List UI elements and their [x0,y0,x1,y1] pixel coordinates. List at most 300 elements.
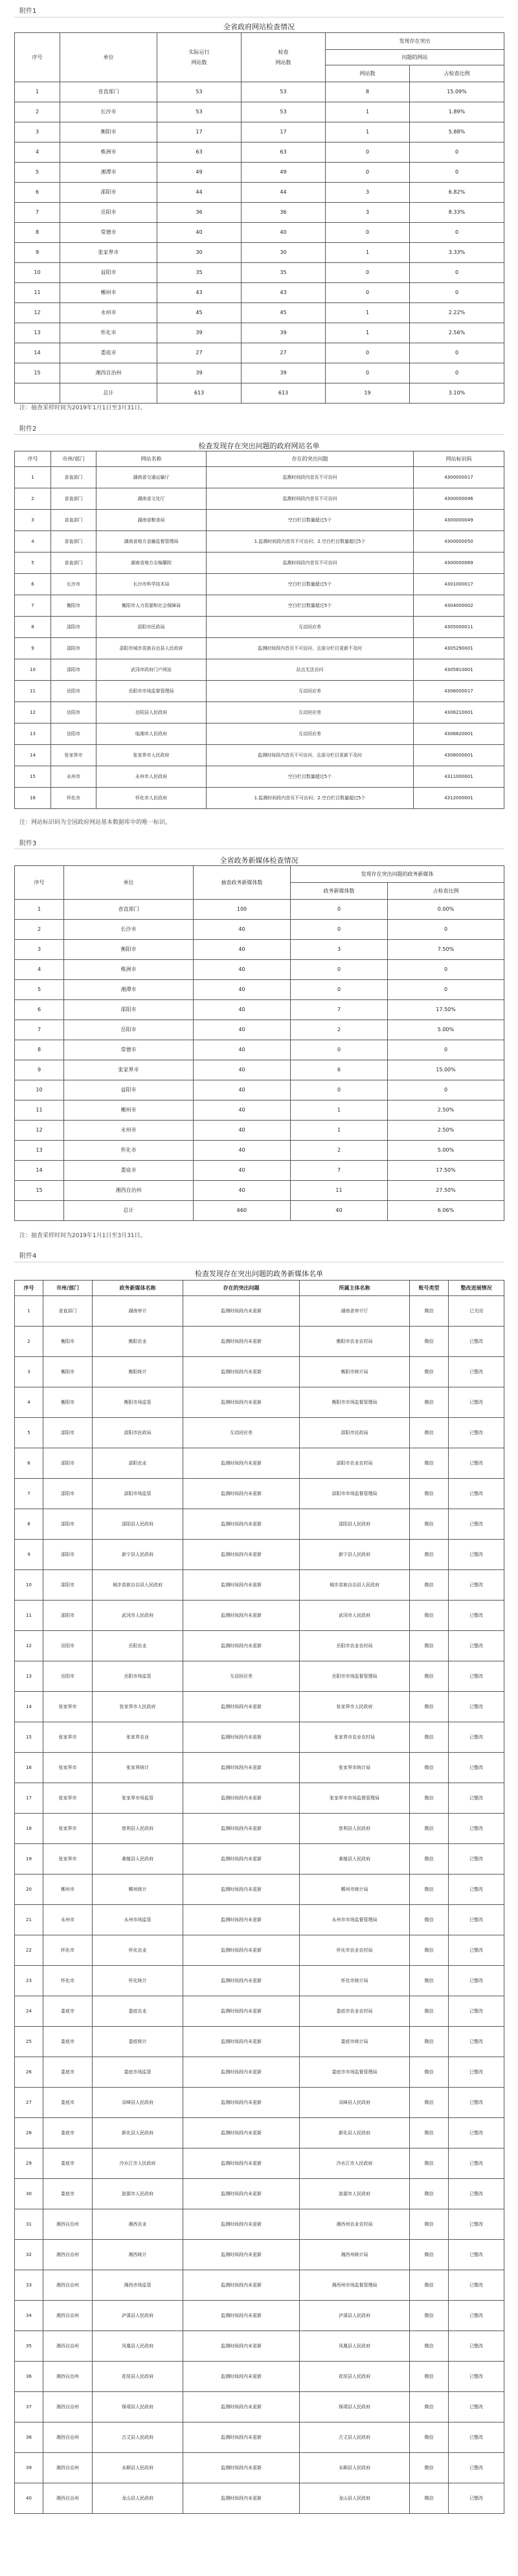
cell-no: 7 [15,1479,43,1509]
cell-unit: 永州市 [64,1121,194,1141]
cell-area: 张家界市 [43,1753,93,1783]
cell-owner: 湘西州市场监督管理局 [300,2270,410,2301]
table-row [15,1479,504,1509]
table3-title: 全省政务新媒体检查情况 [220,856,298,865]
table4-title: 检查发现存在突出问题的政务新媒体名单 [195,1270,323,1278]
cell-account-name: 张家界市场监管 [93,1783,183,1814]
table-row [15,1844,504,1875]
cell-account-name: 娄底农业 [93,1996,183,2027]
table-row [15,553,504,574]
cell-issue: 监测时间段内未更新 [183,1448,300,1479]
cell-account-name: 桑植县人民政府 [93,1844,183,1875]
cell-site-name: 邵阳市城步苗族自治县人民政府 [96,638,207,659]
cell-site-name: 湖南省交通运输厅 [96,467,207,488]
cell-no: 4 [15,142,60,163]
cell-unit: 岳阳市 [64,1020,194,1040]
cell-status: 已整改 [449,1875,504,1905]
cell-checked: 39 [242,323,326,343]
cell-no: 5 [15,1418,43,1448]
cell-account-name: 郴州统计 [93,1875,183,1905]
cell-area: 长沙市 [51,574,96,595]
cell-area: 岳阳市 [43,1631,93,1661]
cell-issue: 监测时间段内未更新 [183,2027,300,2057]
cell-issue: 监测时间段内未更新 [183,1296,300,1327]
cell-type: 微信 [410,2362,449,2392]
cell-status: 已关闭 [449,1296,504,1327]
t3-h-ratio: 占检查比例 [388,883,504,900]
cell-total: 40 [194,1000,291,1020]
table-row [15,488,504,510]
cell-type: 微信 [410,1479,449,1509]
cell-no [15,1201,64,1221]
cell-count: 0 [291,980,388,1000]
cell-no: 25 [15,2027,43,2057]
cell-no: 9 [15,1060,64,1080]
cell-code: 4301000017 [414,574,504,595]
cell-ratio: 0 [388,1080,504,1100]
cell-account-name: 湘西市场监管 [93,2270,183,2301]
cell-code: 4306820001 [414,724,504,745]
cell-type: 微信 [410,2392,449,2422]
section-3-label: 附件3 [19,840,37,847]
cell-issue: 监测时间段内未更新 [183,2149,300,2179]
table-row [15,343,504,363]
cell-account-name: 湘西农业 [93,2209,183,2240]
t4-h-name: 政务新媒体名称 [93,1281,183,1296]
cell-no: 23 [15,1966,43,1996]
cell-area: 永州市 [43,1905,93,1935]
cell-count: 0 [291,960,388,980]
cell-checked: 63 [242,142,326,163]
cell-running: 45 [157,303,242,323]
t4-h-issue: 存在的突出问题 [183,1281,300,1296]
cell-total: 100 [194,900,291,920]
cell-checked: 36 [242,203,326,223]
cell-type: 微信 [410,1418,449,1448]
cell-owner: 怀化市统计局 [300,1966,410,1996]
cell-area: 湘西自治州 [43,2362,93,2392]
table-row [15,323,504,343]
cell-account-name: 邵阳县人民政府 [93,1509,183,1540]
cell-unit: 湘潭市 [60,163,157,183]
cell-no: 19 [15,1844,43,1875]
cell-owner: 湘西州统计局 [300,2240,410,2270]
cell-site-name: 岳阳市市场监督管理局 [96,681,207,702]
table-row [15,243,504,263]
cell-no: 12 [15,1121,64,1141]
cell-ratio: 3.10% [410,383,504,404]
t1-h-count: 网站数 [326,65,410,82]
table-row [15,681,504,702]
table3 [14,865,504,1221]
table-row [15,183,504,203]
table-row [15,940,504,960]
cell-count: 3 [326,183,410,203]
cell-count: 1 [326,243,410,263]
cell-issue: 监测时间段内未更新 [183,1722,300,1753]
cell-site-name: 湖南省地方志编纂院 [96,553,207,574]
cell-no: 1 [15,1296,43,1327]
cell-owner: 武冈市人民政府 [300,1601,410,1631]
cell-area: 衡阳市 [51,595,96,617]
cell-issue: 互动回应差 [207,617,414,638]
cell-no: 5 [15,980,64,1000]
cell-no: 36 [15,2362,43,2392]
cell-running: 49 [157,163,242,183]
cell-account-name: 张家界市人民政府 [93,1692,183,1722]
t1-h-no: 序号 [15,33,60,82]
cell-no: 6 [15,574,51,595]
cell-owner: 郴州市统计局 [300,1875,410,1905]
table-row [15,2392,504,2422]
cell-ratio: 0 [388,1040,504,1060]
cell-issue: 监测时间段内未更新 [183,1479,300,1509]
table-row [15,2149,504,2179]
cell-total: 40 [194,1060,291,1080]
cell-issue: 1.监测时间段内首页不可访问；2.空白栏目数量超过5个 [207,788,414,809]
cell-owner: 衡阳市统计局 [300,1357,410,1387]
cell-type: 微信 [410,2209,449,2240]
table-row [15,2362,504,2392]
table-row [15,766,504,788]
cell-unit: 常德市 [60,223,157,243]
table3-note: 注：抽查采样时间为2019年1月1日至3月31日。 [19,1233,146,1239]
table4 [14,1280,504,2514]
cell-no: 8 [15,1040,64,1060]
cell-account-name: 岳阳市场监管 [93,1661,183,1692]
cell-type: 微信 [410,2301,449,2331]
cell-running: 35 [157,263,242,283]
t3-h-count: 政务新媒体数 [291,883,388,900]
cell-no: 5 [15,553,51,574]
table-row [15,2027,504,2057]
cell-owner: 娄底市农业农村局 [300,1996,410,2027]
cell-count: 0 [326,343,410,363]
table-row [15,1753,504,1783]
cell-count: 1 [326,122,410,142]
cell-unit: 张家界市 [60,243,157,263]
cell-area: 邵阳市 [43,1601,93,1631]
cell-checked: 49 [242,163,326,183]
cell-area: 衡阳市 [43,1357,93,1387]
table-row [15,1996,504,2027]
cell-running: 53 [157,102,242,122]
cell-account-name: 城步苗族自治县人民政府 [93,1570,183,1601]
cell-status: 已整改 [449,1448,504,1479]
cell-area: 湘西自治州 [43,2331,93,2362]
cell-status: 已整改 [449,1601,504,1631]
cell-status: 已整改 [449,2209,504,2240]
cell-total: 40 [194,1121,291,1141]
cell-no: 10 [15,659,51,681]
cell-issue: 监测时间段内首页不可访问 [207,553,414,574]
cell-area: 郴州市 [43,1875,93,1905]
cell-type: 微信 [410,1966,449,1996]
cell-issue: 监测时间段内未更新 [183,2453,300,2483]
cell-owner: 新宁县人民政府 [300,1540,410,1570]
cell-issue: 监测时间段内未更新 [183,1996,300,2027]
cell-no: 13 [15,724,51,745]
cell-issue: 监测时间段内未更新 [183,1844,300,1875]
cell-total: 40 [194,1080,291,1100]
table-row [15,142,504,163]
cell-area: 娄底市 [43,1996,93,2027]
cell-owner: 衡阳市市场监督管理局 [300,1387,410,1418]
cell-unit: 省直部门 [64,900,194,920]
cell-owner: 桑植县人民政府 [300,1844,410,1875]
cell-issue: 监测时间段内未更新 [183,1357,300,1387]
cell-area: 湘西自治州 [43,2483,93,2514]
cell-area: 娄底市 [43,2057,93,2088]
cell-unit: 湘西自治州 [64,1181,194,1201]
cell-count: 1 [326,102,410,122]
cell-no: 4 [15,960,64,980]
cell-type: 微信 [410,2331,449,2362]
cell-type: 微信 [410,1783,449,1814]
cell-no: 4 [15,531,51,553]
cell-status: 已整改 [449,2362,504,2392]
cell-unit: 总计 [60,383,157,404]
table-row [15,467,504,488]
cell-issue: 监测时间段内未更新 [183,1601,300,1631]
cell-account-name: 邵阳市民政局 [93,1418,183,1448]
cell-code: 4300000050 [414,531,504,553]
table-row [15,1387,504,1418]
cell-checked: 27 [242,343,326,363]
table-row [15,788,504,809]
cell-no [15,383,60,404]
cell-issue: 监测时间段内未更新 [183,1783,300,1814]
cell-area: 张家界市 [43,1783,93,1814]
cell-code: 4300000046 [414,488,504,510]
cell-account-name: 古丈县人民政府 [93,2422,183,2453]
table-row [15,702,504,724]
table-row [15,1327,504,1357]
cell-count: 0 [326,363,410,383]
table-row [15,2057,504,2088]
table-row [15,1966,504,1996]
cell-issue: 监测时间段内未更新 [183,1509,300,1540]
table-row [15,2240,504,2270]
cell-area: 衡阳市 [43,1387,93,1418]
table-row [15,82,504,102]
table-row [15,2088,504,2118]
cell-no: 14 [15,1161,64,1181]
table-row [15,1020,504,1040]
cell-type: 微信 [410,2027,449,2057]
cell-count: 0 [326,283,410,303]
cell-owner: 凤凰县人民政府 [300,2331,410,2362]
cell-type: 微信 [410,1357,449,1387]
cell-account-name: 新化县人民政府 [93,2118,183,2149]
cell-status: 已整改 [449,1327,504,1357]
cell-unit: 株洲市 [60,142,157,163]
cell-owner: 新化县人民政府 [300,2118,410,2149]
cell-issue: 监测时间段内未更新 [183,1387,300,1418]
cell-issue: 监测时间段内未更新 [183,1631,300,1661]
cell-status: 已整改 [449,2270,504,2301]
cell-total: 40 [194,960,291,980]
cell-area: 湘西自治州 [43,2422,93,2453]
cell-status: 已整改 [449,1418,504,1448]
cell-unit: 湘西自治州 [60,363,157,383]
table-row [15,2453,504,2483]
cell-no: 21 [15,1905,43,1935]
cell-no: 11 [15,1601,43,1631]
cell-unit: 长沙市 [64,920,194,940]
cell-status: 已整改 [449,1966,504,1996]
cell-issue: 监测时间段内未更新 [183,2422,300,2453]
t2-h-name: 网站名称 [96,451,207,467]
table-row [15,203,504,223]
cell-area: 邵阳市 [43,1418,93,1448]
cell-type: 微信 [410,2240,449,2270]
cell-running: 27 [157,343,242,363]
cell-area: 怀化市 [51,788,96,809]
cell-type: 微信 [410,1692,449,1722]
cell-count: 11 [291,1181,388,1201]
cell-no: 10 [15,1570,43,1601]
table-row [15,1692,504,1722]
cell-status: 已整改 [449,1996,504,2027]
cell-owner: 张家界市农业农村局 [300,1722,410,1753]
table2-title: 检查发现存在突出问题的政府网站名单 [198,442,320,450]
cell-no: 13 [15,1141,64,1161]
cell-type: 微信 [410,2179,449,2209]
cell-no: 28 [15,2118,43,2149]
cell-count: 0 [291,900,388,920]
table-row [15,1509,504,1540]
t1-h-group: 发现存在突出 [326,33,504,50]
cell-unit: 湘潭市 [64,980,194,1000]
cell-account-name: 张家界统计 [93,1753,183,1783]
cell-issue: 监测时间段内未更新 [183,2362,300,2392]
cell-running: 44 [157,183,242,203]
cell-no: 20 [15,1875,43,1905]
cell-owner: 慈利县人民政府 [300,1814,410,1844]
table-row [15,1296,504,1327]
cell-area: 邵阳市 [43,1570,93,1601]
cell-area: 张家界市 [51,745,96,766]
cell-ratio: 0 [410,223,504,243]
t2-h-issue: 存在的突出问题 [207,451,414,467]
cell-type: 微信 [410,1753,449,1783]
cell-site-name: 临湘市人民政府 [96,724,207,745]
cell-owner: 怀化市农业农村局 [300,1935,410,1966]
cell-no: 15 [15,1181,64,1201]
cell-count: 6 [291,1060,388,1080]
cell-unit: 娄底市 [60,343,157,363]
table-row [15,1100,504,1121]
cell-account-name: 娄底统计 [93,2027,183,2057]
cell-count: 0 [291,1080,388,1100]
table-row [15,1040,504,1060]
cell-issue: 监测时间段内未更新 [183,2392,300,2422]
cell-status: 已整改 [449,2422,504,2453]
cell-issue: 监测时间段内未更新 [183,2301,300,2331]
cell-count: 3 [291,940,388,960]
cell-count: 0 [291,1040,388,1060]
cell-unit: 邵阳市 [60,183,157,203]
cell-account-name: 衡阳农业 [93,1327,183,1357]
cell-site-name: 湖南省文化厅 [96,488,207,510]
table-row [15,510,504,531]
cell-owner: 邵阳县人民政府 [300,1509,410,1540]
cell-area: 邵阳市 [43,1479,93,1509]
cell-running: 53 [157,82,242,102]
cell-unit: 长沙市 [60,102,157,122]
cell-unit: 株洲市 [64,960,194,980]
cell-owner: 花垣县人民政府 [300,2362,410,2392]
cell-issue: 互动回应差 [207,681,414,702]
t4-h-area: 市州/部门 [43,1281,93,1296]
cell-code: 4305000011 [414,617,504,638]
cell-issue: 监测时间段内首页不可访问 [207,488,414,510]
cell-code: 4305290001 [414,638,504,659]
cell-running: 40 [157,223,242,243]
cell-running: 613 [157,383,242,404]
cell-no: 12 [15,1631,43,1661]
cell-area: 湘西自治州 [43,2301,93,2331]
cell-code: 4306000017 [414,681,504,702]
cell-status: 已整改 [449,1844,504,1875]
cell-type: 微信 [410,2270,449,2301]
cell-type: 微信 [410,1996,449,2027]
cell-no: 6 [15,1000,64,1020]
cell-site-name: 邵阳市民政局 [96,617,207,638]
cell-no: 8 [15,617,51,638]
cell-no: 7 [15,1020,64,1040]
cell-no: 9 [15,638,51,659]
cell-unit: 衡阳市 [60,122,157,142]
t1-h-unit: 单位 [60,33,157,82]
cell-status: 已整改 [449,2453,504,2483]
table-row [15,2422,504,2453]
cell-account-name: 新宁县人民政府 [93,1540,183,1570]
cell-count: 0 [326,163,410,183]
cell-status: 已整改 [449,1357,504,1387]
table1-note: 注：抽查采样时间为2019年1月1日至3月31日。 [19,405,146,411]
cell-issue: 监测时间段内未更新 [183,1814,300,1844]
cell-area: 邵阳市 [43,1540,93,1570]
cell-no: 7 [15,595,51,617]
cell-issue: 监测时间段内未更新 [183,2270,300,2301]
cell-no: 2 [15,920,64,940]
cell-no: 11 [15,681,51,702]
cell-status: 已整改 [449,2483,504,2514]
cell-status: 已整改 [449,2057,504,2088]
cell-area: 娄底市 [43,2088,93,2118]
cell-issue: 1.监测时间段内首页不可访问；2.空白栏目数量超过5个 [207,531,414,553]
cell-issue: 空白栏目数量超过5个 [207,510,414,531]
cell-no: 29 [15,2149,43,2179]
cell-unit: 益阳市 [64,1080,194,1100]
cell-type: 微信 [410,1570,449,1601]
cell-area: 张家界市 [43,1844,93,1875]
cell-area: 湘西自治州 [43,2453,93,2483]
cell-no: 37 [15,2392,43,2422]
cell-no: 26 [15,2057,43,2088]
t2-h-no: 序号 [15,451,51,467]
cell-no: 30 [15,2179,43,2209]
cell-checked: 17 [242,122,326,142]
cell-issue: 监测时间段内未更新 [183,1753,300,1783]
cell-account-name: 泸溪县人民政府 [93,2301,183,2331]
cell-ratio: 2.22% [410,303,504,323]
cell-count: 3 [326,203,410,223]
table-row [15,1121,504,1141]
cell-area: 张家界市 [43,1722,93,1753]
